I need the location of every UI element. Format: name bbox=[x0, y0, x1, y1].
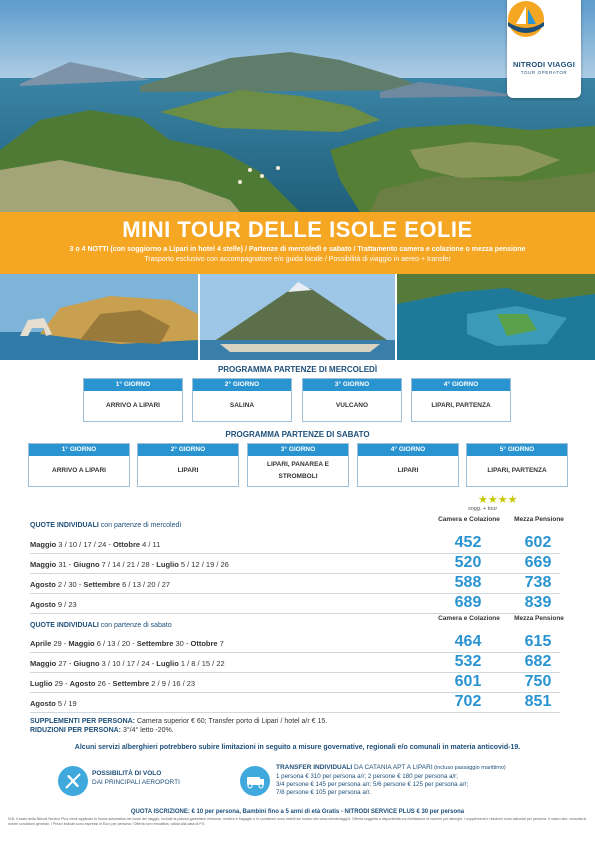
day-destination: LIPARI, PARTENZA bbox=[431, 402, 491, 409]
hotel-rating-stars: ★★★★ bbox=[478, 494, 518, 506]
price-bed-breakfast: 464 bbox=[454, 633, 482, 650]
price-bed-breakfast: 452 bbox=[454, 534, 482, 551]
day-destination: ARRIVO A LIPARI bbox=[106, 402, 160, 409]
sailboat-logo-icon bbox=[507, 0, 545, 38]
page-title: MINI TOUR DELLE ISOLE EOLIE bbox=[122, 217, 473, 242]
day-destination: ARRIVO A LIPARI bbox=[52, 467, 106, 474]
day-destination: SALINA bbox=[229, 402, 255, 409]
quote-row bbox=[30, 633, 560, 653]
price-half-board: 669 bbox=[524, 554, 552, 571]
price-half-board: 738 bbox=[524, 574, 552, 591]
rating-label: sogg. + tour bbox=[468, 506, 498, 512]
column-header-bed-breakfast: Camera e Colazione bbox=[438, 516, 500, 523]
departure-dates: Agosto 5 / 19 bbox=[30, 699, 77, 708]
brand-name: NITRODI VIAGGI bbox=[513, 60, 575, 69]
quotes-wednesday-heading: QUOTE INDIVIDUALI con partenze di mercoledì bbox=[30, 522, 182, 529]
departure-dates: Agosto 2 / 30 - Settembre 6 / 13 / 20 / 27 bbox=[30, 580, 171, 589]
departure-dates: Aprile 29 - Maggio 6 / 13 / 20 - Settembre 30 - Ottobre 7 bbox=[30, 639, 224, 648]
day-destination: LIPARI, PARTENZA bbox=[487, 467, 547, 474]
departure-dates: Maggio 31 - Giugno 7 / 14 / 21 / 28 - Luglio 5 / 12 / 19 / 26 bbox=[30, 560, 229, 569]
day-header: 1° GIORNO bbox=[84, 379, 182, 391]
day-header: 3° GIORNO bbox=[303, 379, 401, 391]
day-header: 4° GIORNO bbox=[358, 444, 458, 456]
programme-wed-day-2 bbox=[192, 378, 292, 422]
price-bed-breakfast: 702 bbox=[454, 693, 482, 710]
column-header-half-board: Mezza Pensione bbox=[514, 615, 564, 622]
fine-print: N.B. il costo della Nitrodi Service Plus viene applicato in forma automatica nel costo del viaggio, include la polizza garantisce rimborso, medico e bagaglio e le condizioni sono visibili sul nostro sito www.nitrodiviaggi.it. Offerta soggetta a disponibilità con limitazione di camere per alberghi. I supplementi e riduzioni sono calcolati per persona. Il nostro sito: consulta le nostre condizioni generali. I Prezzi indicati sono espressi in Euro per persona / Offerta non retroattiva, valida alla data di P.E. bbox=[8, 817, 587, 826]
hero-photo bbox=[0, 0, 595, 212]
programme-sat-day-4 bbox=[357, 443, 459, 487]
transfer-price-line-2: 3/4 persone € 145 per persona a/r; 5/6 persone € 125 per persona a/r; bbox=[276, 781, 469, 788]
flight-option-title: POSSIBILITÀ DI VOLO bbox=[92, 770, 162, 777]
plane-icon bbox=[58, 766, 88, 796]
transfer-price-line-1: 1 persona € 310 per persona a/r; 2 persone € 180 per persona a/r; bbox=[276, 773, 458, 780]
day-destination: LIPARI bbox=[397, 467, 419, 474]
quote-row bbox=[30, 534, 560, 554]
price-bed-breakfast: 601 bbox=[454, 673, 482, 690]
day-header: 1° GIORNO bbox=[29, 444, 129, 456]
quote-row bbox=[30, 673, 560, 693]
quote-row bbox=[30, 574, 560, 594]
column-header-bed-breakfast: Camera e Colazione bbox=[438, 615, 500, 622]
price-half-board: 839 bbox=[524, 594, 552, 611]
departure-dates: Agosto 9 / 23 bbox=[30, 600, 77, 609]
programme-saturday-title: PROGRAMMA PARTENZE DI SABATO bbox=[225, 430, 370, 439]
reductions-line: RIDUZIONI PER PERSONA: 3°/4° letto -20%. bbox=[30, 727, 174, 734]
price-bed-breakfast: 532 bbox=[454, 653, 482, 670]
quote-row bbox=[30, 693, 560, 713]
programme-sat-day-2 bbox=[137, 443, 239, 487]
price-half-board: 851 bbox=[524, 693, 552, 710]
quotes-saturday-heading: QUOTE INDIVIDUALI con partenze di sabato bbox=[30, 622, 172, 629]
tour-transport-note: Trasporto esclusivo con accompagnatore e/o guida locale / Possibilità di viaggio in aereo + transfer bbox=[144, 256, 451, 263]
programme-sat-day-1 bbox=[28, 443, 130, 487]
tour-summary: 3 o 4 NOTTI (con soggiorno a Lipari in hotel 4 stelle) / Partenze di mercoledì e sabato / Trattamento camera e colazione o mezza pensione bbox=[69, 246, 526, 253]
programme-sat-day-3 bbox=[247, 443, 349, 487]
price-half-board: 615 bbox=[524, 633, 552, 650]
supplements-line: SUPPLEMENTI PER PERSONA: Camera superior € 60; Transfer porto di Lipari / hotel a/r € 15. bbox=[30, 718, 328, 725]
quote-row bbox=[30, 554, 560, 574]
programme-wednesday-title: PROGRAMMA PARTENZE DI MERCOLEDÌ bbox=[217, 365, 378, 374]
brand-logo bbox=[507, 0, 581, 98]
programme-sat-day-5 bbox=[466, 443, 568, 487]
programme-wed-day-1 bbox=[83, 378, 183, 422]
day-destination: LIPARI, PANAREA E STROMBOLI bbox=[267, 461, 329, 480]
programme-wed-day-4 bbox=[411, 378, 511, 422]
departure-dates: Maggio 27 - Giugno 3 / 10 / 17 / 24 - Luglio 1 / 8 / 15 / 22 bbox=[30, 659, 225, 668]
price-bed-breakfast: 588 bbox=[454, 574, 482, 591]
quote-row bbox=[30, 594, 560, 614]
day-header: 2° GIORNO bbox=[138, 444, 238, 456]
day-header: 2° GIORNO bbox=[193, 379, 291, 391]
programme-wed-day-3 bbox=[302, 378, 402, 422]
brand-tagline: TOUR OPERATOR bbox=[520, 70, 568, 75]
flight-option-subtitle: DAI PRINCIPALI AEROPORTI bbox=[92, 779, 180, 786]
covid-note: Alcuni servizi alberghieri potrebbero subire limitazioni in seguito a misure governative, regionali e/o comunali in materia anticovid-19. bbox=[74, 744, 521, 751]
quote-row bbox=[30, 653, 560, 673]
departure-dates: Maggio 3 / 10 / 17 / 24 - Ottobre 4 / 11 bbox=[30, 540, 161, 549]
day-destination: VULCANO bbox=[335, 402, 369, 409]
price-bed-breakfast: 520 bbox=[454, 554, 482, 571]
island-landscape-illustration bbox=[0, 0, 595, 212]
photo-strip bbox=[0, 274, 595, 360]
photo-rock-arch bbox=[0, 274, 198, 360]
day-destination: LIPARI bbox=[177, 467, 199, 474]
transfer-title: TRANSFER INDIVIDUALI DA CATANIA APT A LIPARI (incluso passaggio marittimo) bbox=[276, 764, 506, 771]
price-half-board: 602 bbox=[524, 534, 552, 551]
day-header: 4° GIORNO bbox=[412, 379, 510, 391]
transfer-price-line-3: 7/8 persone € 105 per persona a/r. bbox=[276, 789, 371, 796]
photo-stromboli bbox=[200, 274, 395, 360]
price-half-board: 750 bbox=[524, 673, 552, 690]
title-band bbox=[0, 212, 595, 274]
column-header-half-board: Mezza Pensione bbox=[514, 516, 564, 523]
departure-dates: Luglio 29 - Agosto 26 - Settembre 2 / 9 / 16 / 23 bbox=[30, 679, 196, 688]
registration-fee-note: QUOTA ISCRIZIONE: € 10 per persona, Bambini fino a 5 anni di età Gratis - NITRODI SERVICE PLUS € 30 per persona bbox=[130, 809, 465, 815]
van-icon bbox=[240, 766, 270, 796]
day-header: 3° GIORNO bbox=[248, 444, 348, 456]
price-half-board: 682 bbox=[524, 653, 552, 670]
price-bed-breakfast: 689 bbox=[454, 594, 482, 611]
day-header: 5° GIORNO bbox=[467, 444, 567, 456]
photo-bay bbox=[397, 274, 595, 360]
